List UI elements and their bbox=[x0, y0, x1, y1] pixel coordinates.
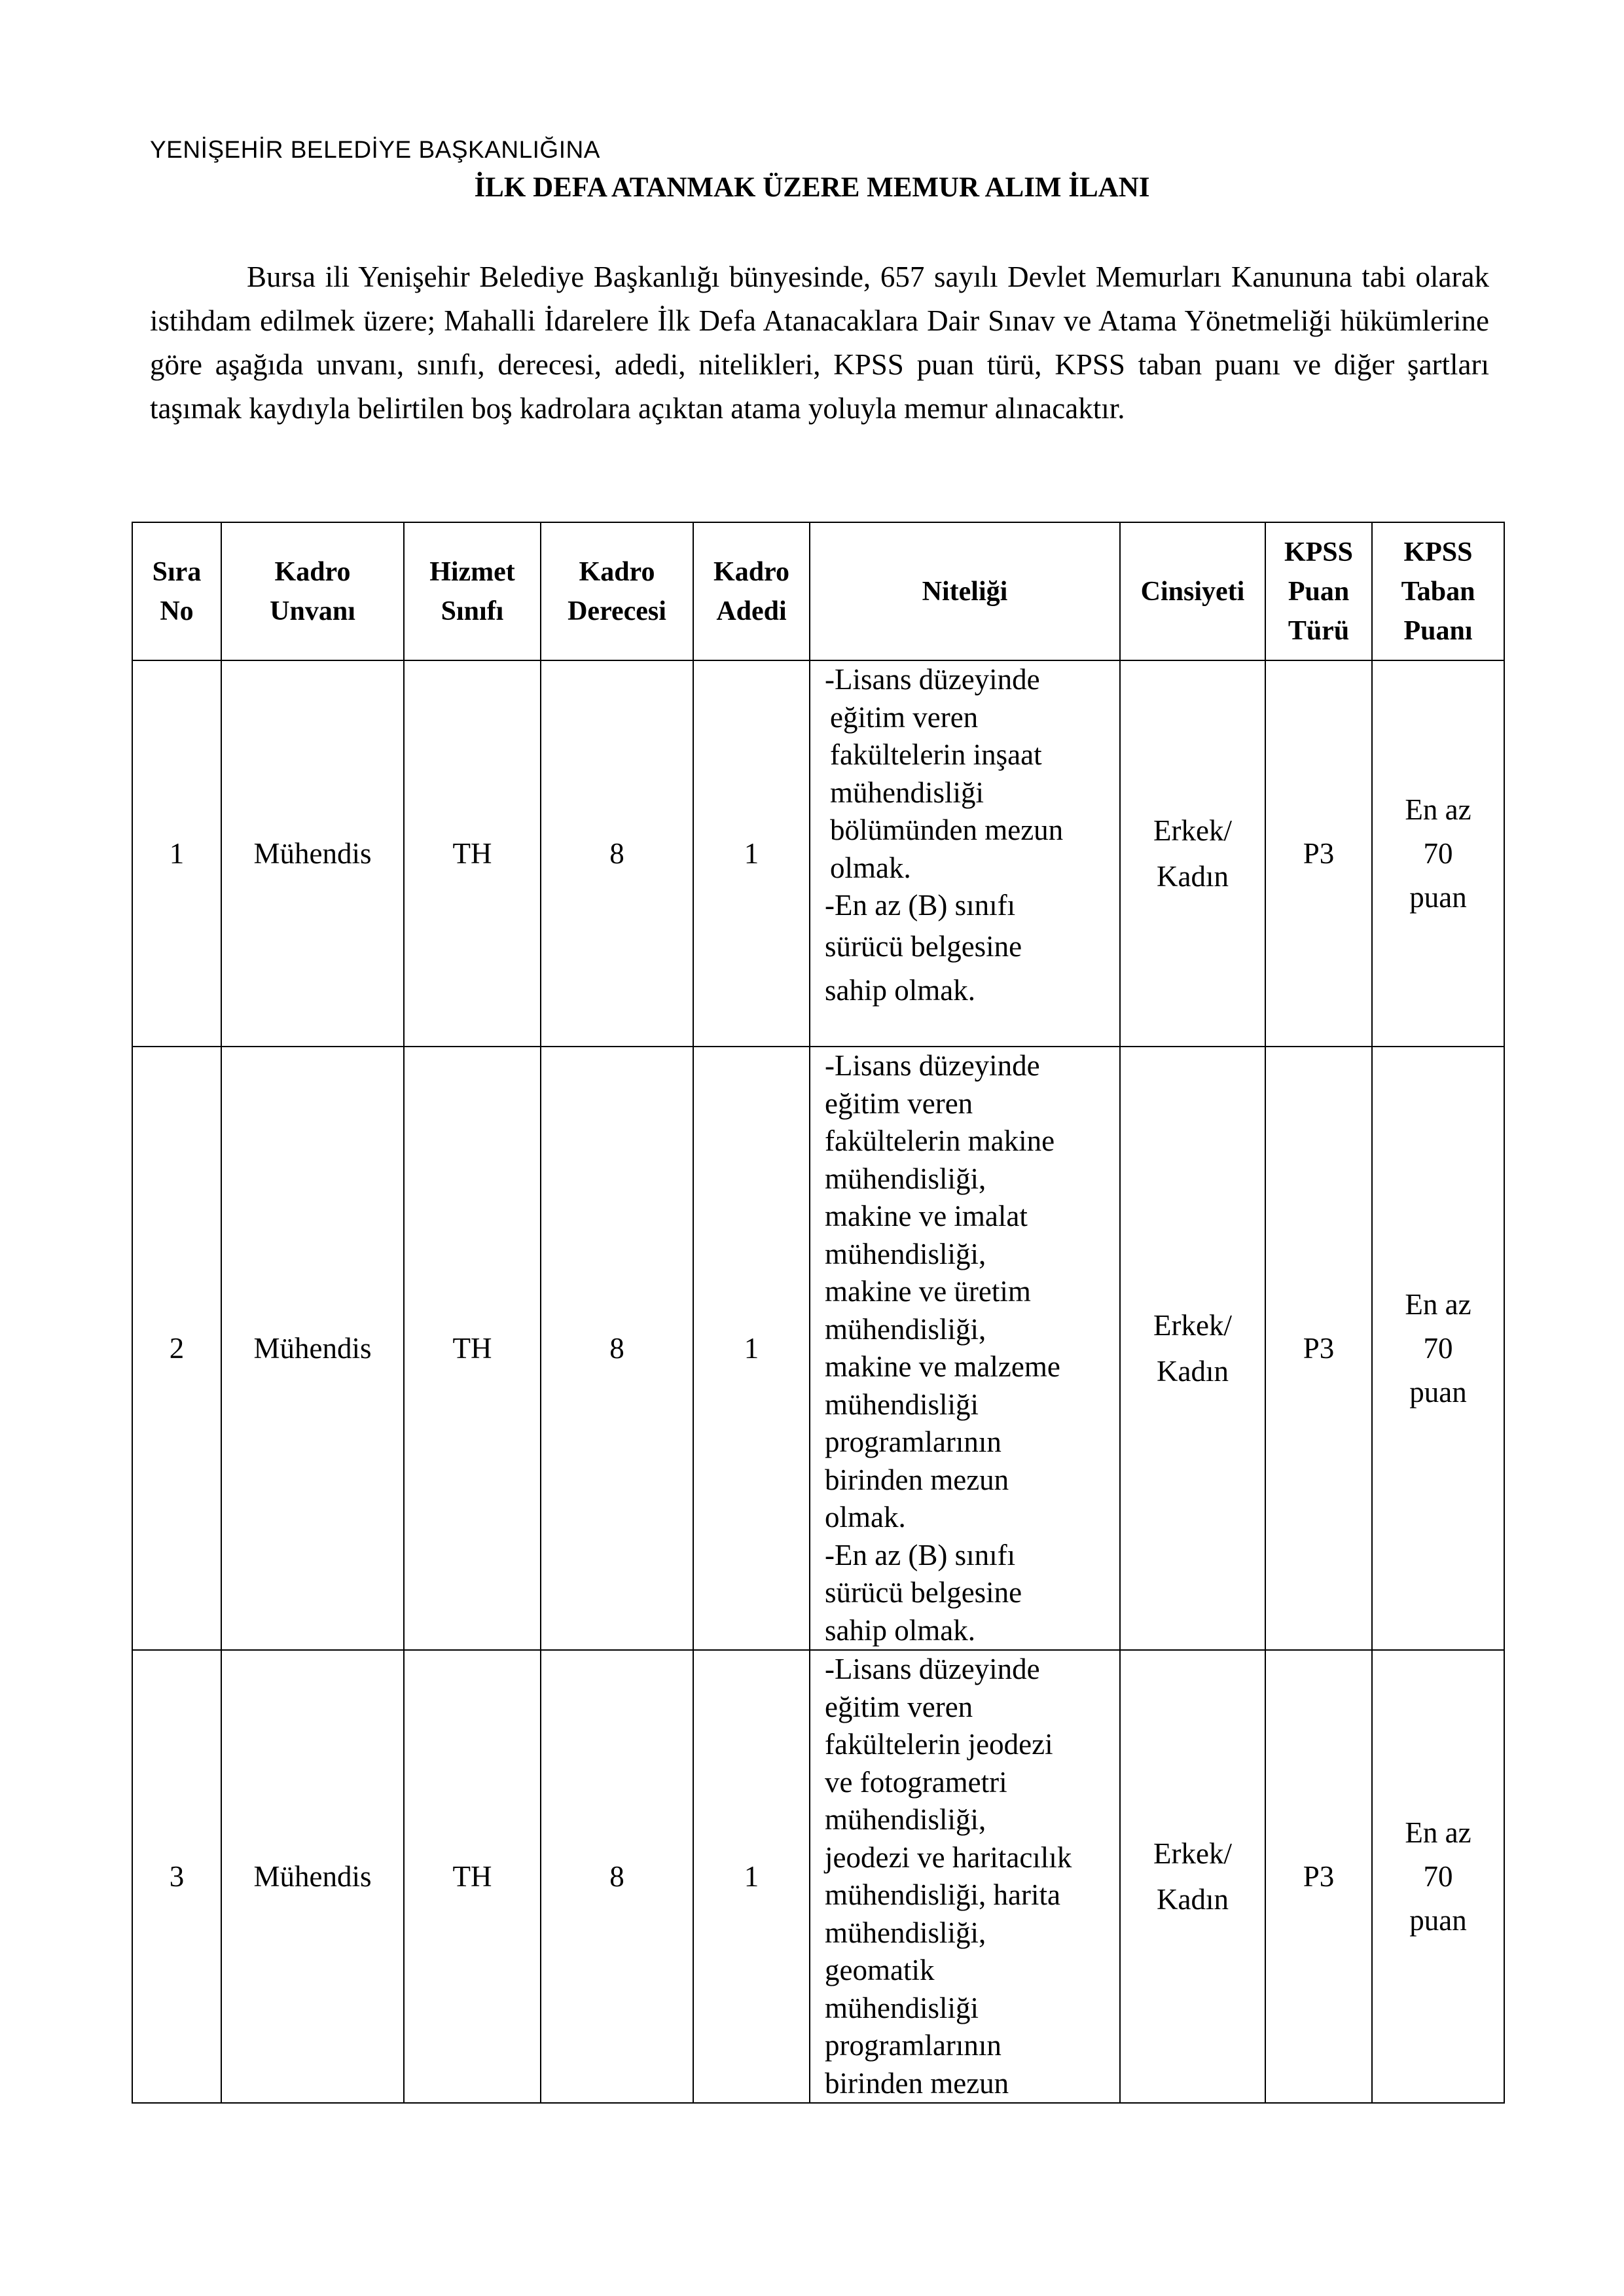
cell-taban-puan: En az 70 puan bbox=[1372, 1047, 1504, 1650]
cell-puan-turu: P3 bbox=[1265, 660, 1372, 1047]
cell-nitelik: -Lisans düzeyinde eğitim veren fakültelerin makine mühendisliği, makine ve imalat mühendisliği, makine ve üretim mühendisliği, makine ve malzeme mühendisliği programlarının birinden mezun olmak. -En az (B) sınıfı sürücü belgesine sahip olmak. bbox=[810, 1047, 1120, 1650]
header-kadro-derecesi: Kadro Derecesi bbox=[541, 522, 693, 660]
header-kpss-puan-turu: KPSS Puan Türü bbox=[1265, 522, 1372, 660]
header-kadro-unvani: Kadro Unvanı bbox=[221, 522, 404, 660]
organization-name: YENİŞEHİR BELEDİYE BAŞKANLIĞINA bbox=[150, 136, 600, 163]
header-sira-no: Sıra No bbox=[132, 522, 221, 660]
cell-derece: 8 bbox=[541, 660, 693, 1047]
cell-unvan: Mühendis bbox=[221, 660, 404, 1047]
cell-sinif: TH bbox=[404, 1047, 541, 1650]
cell-cinsiyet: Erkek/ Kadın bbox=[1120, 660, 1265, 1047]
cell-adet: 1 bbox=[693, 1650, 810, 2103]
table-row bbox=[132, 660, 1504, 1047]
header-hizmet-sinifi: Hizmet Sınıfı bbox=[404, 522, 541, 660]
cell-cinsiyet: Erkek/ Kadın bbox=[1120, 1047, 1265, 1650]
cell-puan-turu: P3 bbox=[1265, 1650, 1372, 2103]
cell-unvan: Mühendis bbox=[221, 1047, 404, 1650]
page-title: İLK DEFA ATANMAK ÜZERE MEMUR ALIM İLANI bbox=[474, 172, 1150, 203]
cell-cinsiyet: Erkek/ Kadın bbox=[1120, 1650, 1265, 2103]
header-niteligi: Niteliği bbox=[810, 522, 1120, 660]
header-kpss-taban-puani: KPSS Taban Puanı bbox=[1372, 522, 1504, 660]
cell-sira: 3 bbox=[132, 1650, 221, 2103]
cell-adet: 1 bbox=[693, 660, 810, 1047]
cell-nitelik: -Lisans düzeyinde eğitim veren fakültelerin jeodezi ve fotogrametri mühendisliği, jeodezi ve haritacılık mühendisliği, harita mühendisliği, geomatik mühendisliği programlarının birinden mezun bbox=[810, 1650, 1120, 2103]
cell-taban-puan: En az 70 puan bbox=[1372, 660, 1504, 1047]
table-row bbox=[132, 1650, 1504, 2103]
cell-sinif: TH bbox=[404, 660, 541, 1047]
cell-adet: 1 bbox=[693, 1047, 810, 1650]
cell-nitelik: -Lisans düzeyinde eğitim veren fakültelerin inşaat mühendisliği bölümünden mezun olmak. -En az (B) sınıfı sürücü belgesine sahip olmak. bbox=[810, 660, 1120, 1047]
cell-sinif: TH bbox=[404, 1650, 541, 2103]
intro-paragraph: Bursa ili Yenişehir Belediye Başkanlığı bünyesinde, 657 sayılı Devlet Memurları Kanununa tabi olarak istihdam edilmek üzere; Mahalli İdarelere İlk Defa Atanacaklara Dair Sınav ve Atama Yönetmeliği hükümlerine göre aşağıda unvanı, sınıfı, derecesi, adedi, nitelikleri, KPSS puan türü, KPSS taban puanı ve diğer şartları taşımak kaydıyla belirtilen boş kadrolara açıktan atama yoluyla memur alınacaktır. bbox=[150, 260, 1489, 425]
cell-taban-puan: En az 70 puan bbox=[1372, 1650, 1504, 2103]
cell-sira: 2 bbox=[132, 1047, 221, 1650]
cell-derece: 8 bbox=[541, 1047, 693, 1650]
header-cinsiyeti: Cinsiyeti bbox=[1120, 522, 1265, 660]
positions-table bbox=[132, 522, 1505, 2104]
table-row bbox=[132, 1047, 1504, 1650]
table-header-row bbox=[132, 522, 1504, 660]
cell-unvan: Mühendis bbox=[221, 1650, 404, 2103]
cell-puan-turu: P3 bbox=[1265, 1047, 1372, 1650]
header-kadro-adedi: Kadro Adedi bbox=[693, 522, 810, 660]
cell-derece: 8 bbox=[541, 1650, 693, 2103]
cell-sira: 1 bbox=[132, 660, 221, 1047]
